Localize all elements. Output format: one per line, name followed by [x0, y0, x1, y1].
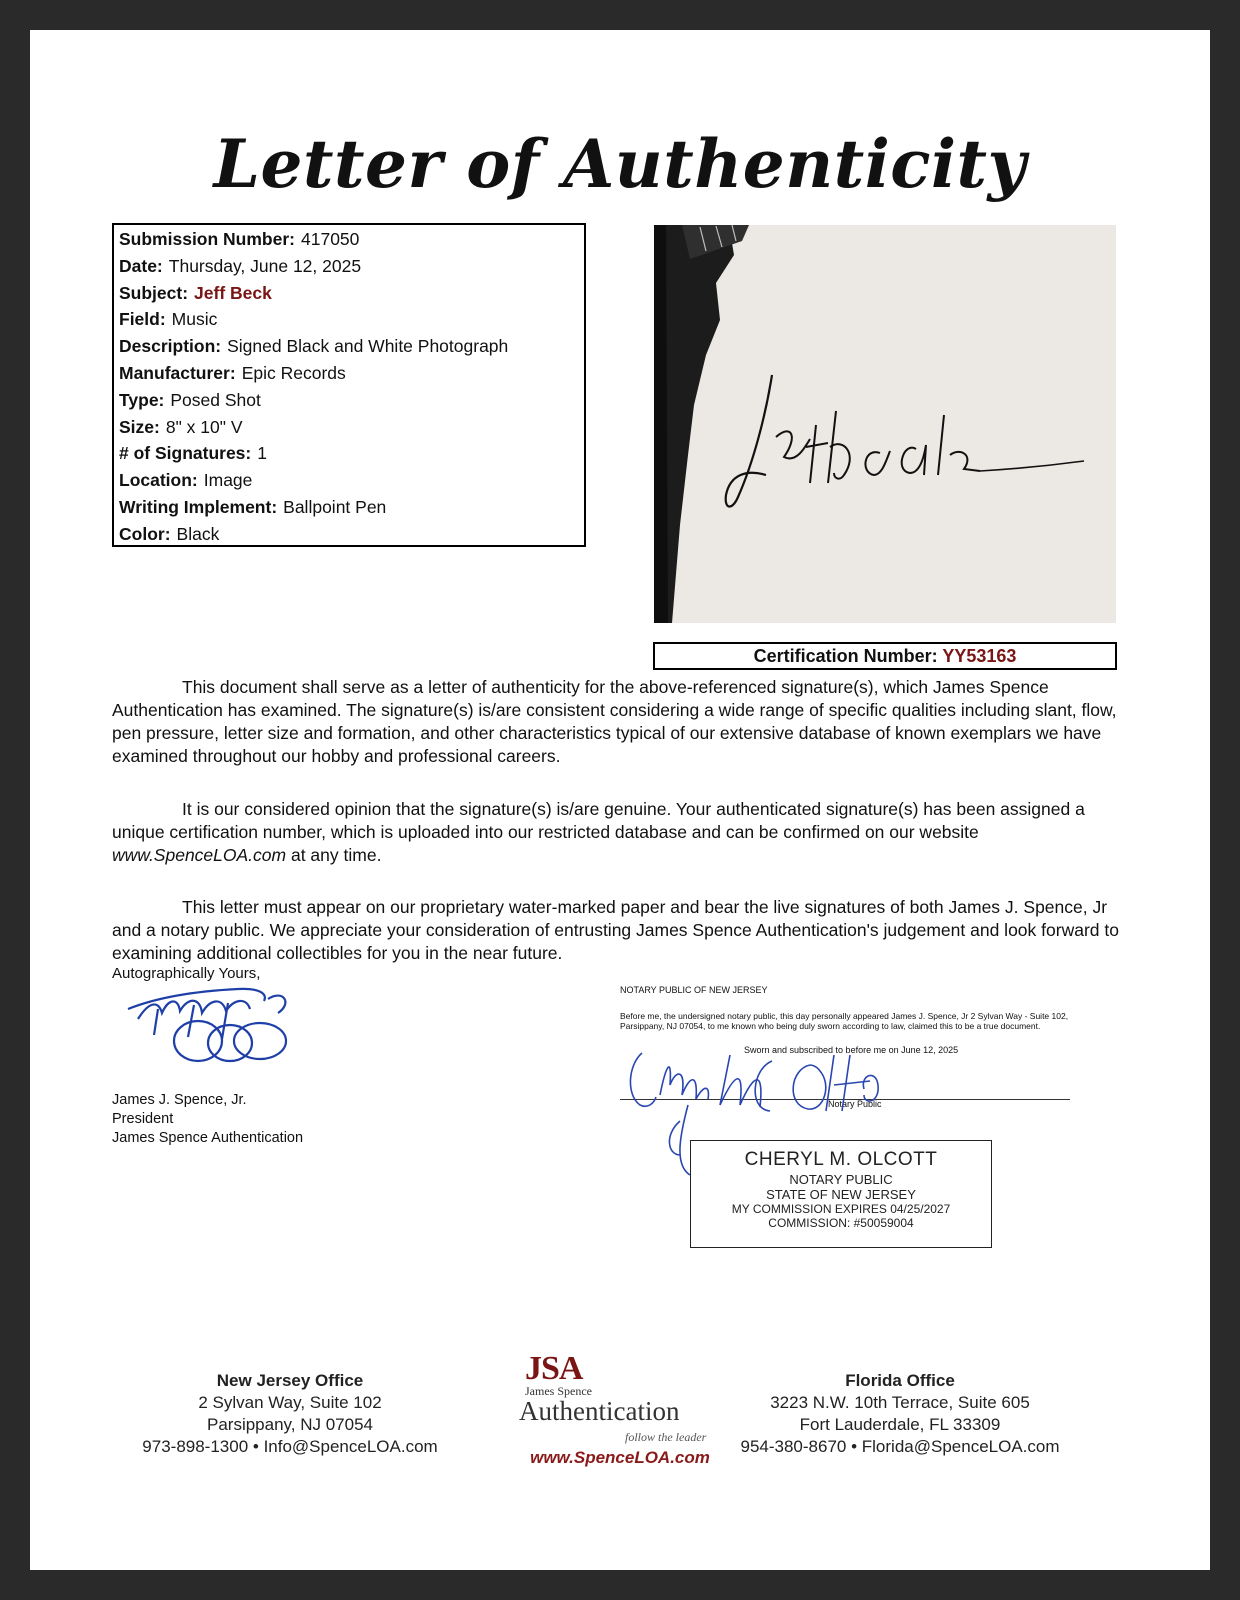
description-label: Description: — [119, 336, 222, 357]
stamp-name: CHERYL M. OLCOTT — [744, 1149, 938, 1170]
subject-value: Jeff Beck — [194, 282, 272, 303]
fl-office-contact: 954-380-8670 • Florida@SpenceLOA.com — [740, 1437, 1060, 1456]
notary-stamp — [690, 1140, 992, 1248]
field-value: Music — [171, 309, 218, 330]
stamp-role: NOTARY PUBLIC — [789, 1172, 893, 1187]
date-value: Thursday, June 12, 2025 — [168, 255, 362, 276]
body-paragraph-2-start: It is our considered opinion that the signature(s) is/are genuine. Your authenticated signature(s) has been assigned a unique certification number, which is uploaded into our restricted database and can be confirmed on our website — [112, 799, 1085, 842]
description-row — [119, 336, 579, 363]
color-value: Black — [176, 523, 220, 544]
signoff-block — [110, 965, 430, 1146]
submission-number-row — [119, 229, 579, 256]
signoff-role: President — [112, 1111, 174, 1127]
size-label: Size: — [119, 416, 160, 437]
signed-photo-art — [654, 225, 1116, 623]
date-row — [119, 256, 579, 283]
signed-photo — [654, 225, 1116, 623]
jsa-logo-mark: JSA — [525, 1350, 583, 1387]
signoff-name: James J. Spence, Jr. — [112, 1092, 247, 1108]
submission-number-value: 417050 — [301, 229, 360, 249]
body-paragraph-2-website: www.SpenceLOA.com — [112, 845, 287, 865]
signatures-row — [119, 443, 579, 470]
signoff-lines — [112, 1091, 303, 1148]
certification-label: Certification Number: — [753, 646, 938, 666]
notary-public-label: Notary Public — [828, 1099, 882, 1109]
color-label: Color: — [119, 523, 171, 544]
body-paragraph-2 — [112, 798, 1122, 867]
body-paragraph-1: This document shall serve as a letter of authenticity for the above-referenced signature(s), which James Spence Authentication has examined. The signature(s) is/are consistent considering a wide range of specific qualities including slant, flow, pen pressure, letter size and formation, and other characteristics typical of our extensive database of known exemplars we have examined throughout our hobby and professional careers. — [112, 677, 1117, 766]
fl-office-address-1: 3223 N.W. 10th Terrace, Suite 605 — [770, 1393, 1030, 1412]
jsa-logo-authentication: Authentication — [519, 1396, 680, 1426]
subject-label: Subject: — [119, 282, 189, 303]
manufacturer-row — [119, 363, 579, 390]
jsa-website: www.SpenceLOA.com — [530, 1448, 710, 1467]
size-value: 8" x 10" V — [165, 416, 243, 437]
implement-value: Ballpoint Pen — [283, 496, 387, 517]
implement-label: Writing Implement: — [119, 496, 278, 517]
nj-office-title: New Jersey Office — [216, 1371, 364, 1390]
manufacturer-value: Epic Records — [241, 362, 346, 383]
field-row — [119, 309, 579, 336]
location-value: Image — [203, 470, 253, 491]
nj-office — [120, 1370, 460, 1458]
submission-number-label: Submission Number: — [119, 229, 295, 249]
type-value: Posed Shot — [170, 389, 261, 410]
stamp-commission: COMMISSION: #50059004 — [768, 1216, 914, 1230]
president-signature — [118, 979, 318, 1069]
location-row — [119, 470, 579, 497]
jsa-logo-tagline: follow the leader — [625, 1430, 707, 1444]
fl-office — [730, 1370, 1070, 1458]
manufacturer-label: Manufacturer: — [119, 362, 236, 383]
page-title: Letter of Authenticity — [213, 125, 1027, 203]
notary-text: Before me, the undersigned notary public, this day personally appeared James J. Spence, Jr 2 Sylvan Way - Suite 102, Parsippany, NJ 07054, to me known who being duly sworn according to law, claimed this to be a true document. — [620, 1011, 1069, 1031]
body-paragraph-2-end: at any time. — [286, 845, 382, 865]
implement-row — [119, 497, 579, 524]
stamp-expires: MY COMMISSION EXPIRES 04/25/2027 — [731, 1202, 951, 1216]
signatures-value: 1 — [257, 443, 267, 464]
fl-office-address-2: Fort Lauderdale, FL 33309 — [799, 1415, 1001, 1434]
notary-heading: NOTARY PUBLIC OF NEW JERSEY — [620, 985, 768, 995]
notary-block — [620, 985, 1090, 1109]
signatures-label: # of Signatures: — [119, 443, 252, 464]
location-label: Location: — [119, 470, 198, 491]
subject-row — [119, 283, 579, 310]
color-row — [119, 524, 579, 551]
description-value: Signed Black and White Photograph — [227, 336, 509, 357]
body-paragraph-3: This letter must appear on our proprietary water-marked paper and bear the live signatures of both James J. Spence, Jr and a notary public. We appreciate your consideration of entrusting James Spence Authentication's judgement and look forward to examining additional collectibles for you in the near future. — [112, 897, 1119, 963]
jsa-logo-name: James Spence — [525, 1384, 592, 1398]
type-label: Type: — [119, 389, 165, 410]
type-row — [119, 390, 579, 417]
fl-office-title: Florida Office — [845, 1371, 955, 1390]
nj-office-address-2: Parsippany, NJ 07054 — [206, 1415, 373, 1434]
stamp-state: STATE OF NEW JERSEY — [766, 1187, 916, 1202]
letter-page — [30, 30, 1210, 1570]
field-label: Field: — [119, 309, 166, 330]
signoff-closing: Autographically Yours, — [112, 965, 261, 982]
size-row — [119, 417, 579, 444]
certification-box — [653, 642, 1117, 670]
nj-office-contact: 973-898-1300 • Info@SpenceLOA.com — [142, 1437, 438, 1456]
nj-office-address-1: 2 Sylvan Way, Suite 102 — [198, 1393, 382, 1412]
date-label: Date: — [119, 255, 163, 276]
certification-number: YY53163 — [942, 646, 1017, 666]
item-details-box — [112, 223, 586, 547]
jsa-logo — [505, 1348, 735, 1467]
signoff-company: James Spence Authentication — [112, 1130, 304, 1146]
notary-sworn: Sworn and subscribed to before me on June 12, 2025 — [744, 1045, 959, 1055]
